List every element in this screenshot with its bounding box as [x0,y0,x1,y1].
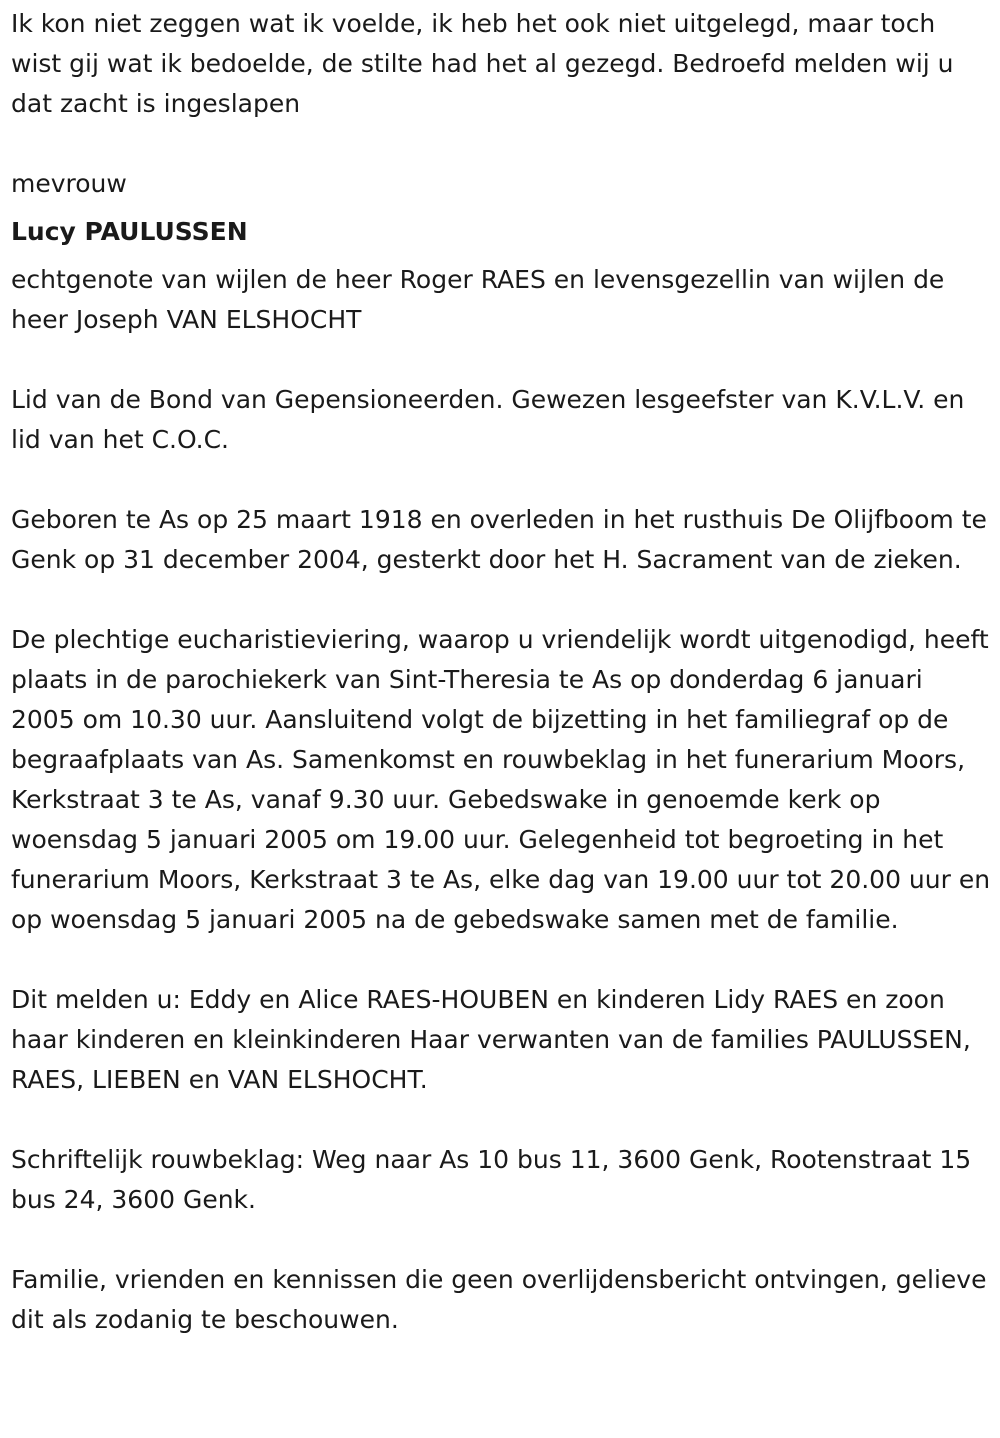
birth-death-paragraph: Geboren te As op 25 maart 1918 en overleden in het rusthuis De Olijfboom te Genk op 31 december 2004, gesterkt door het H. Sacrament van de zieken. [11,505,987,574]
condolence-address-paragraph: Schriftelijk rouwbeklag: Weg naar As 10 bus 11, 3600 Genk, Rootenstraat 15 bus 24, 3600 Genk. [11,1145,972,1214]
closing-paragraph: Familie, vrienden en kennissen die geen overlijdensbericht ontvingen, gelieve dit als zodanig te beschouwen. [11,1265,987,1334]
spouse-paragraph: echtgenote van wijlen de heer Roger RAES en levensgezellin van wijlen de heer Joseph VAN ELSHOCHT [11,265,945,334]
honorific-title: mevrouw [11,169,127,198]
membership-paragraph: Lid van de Bond van Gepensioneerden. Gewezen lesgeefster van K.V.L.V. en lid van het C.O.C. [11,385,965,454]
ceremony-paragraph: De plechtige eucharistieviering, waarop u vriendelijk wordt uitgenodigd, heeft plaats in de parochiekerk van Sint-Theresia te As op donderdag 6 januari 2005 om 10.30 uur. Aansluitend volgt de bijzetting in het familiegraf op de begraafplaats van As. Samenkomst en rouwbeklag in het funerarium Moors, Kerkstraat 3 te As, vanaf 9.30 uur. Gebedswake in genoemde kerk op woensdag 5 januari 2005 om 19.00 uur. Gelegenheid tot begroeting in het funerarium Moors, Kerkstraat 3 te As, elke dag van 19.00 uur tot 20.00 uur en op woensdag 5 januari 2005 na de gebedswake samen met de familie. [11,625,991,934]
obituary-document [11,4,993,1340]
intro-paragraph: Ik kon niet zeggen wat ik voelde, ik heb het ook niet uitgelegd, maar toch wist gij wat ik bedoelde, de stilte had het al gezegd. Bedroefd melden wij u dat zacht is ingeslapen [11,9,954,118]
announced-by-paragraph: Dit melden u: Eddy en Alice RAES-HOUBEN en kinderen Lidy RAES en zoon haar kinderen en kleinkinderen Haar verwanten van de families PAULUSSEN, RAES, LIEBEN en VAN ELSHOCHT. [11,985,971,1094]
deceased-name: Lucy PAULUSSEN [11,217,248,246]
